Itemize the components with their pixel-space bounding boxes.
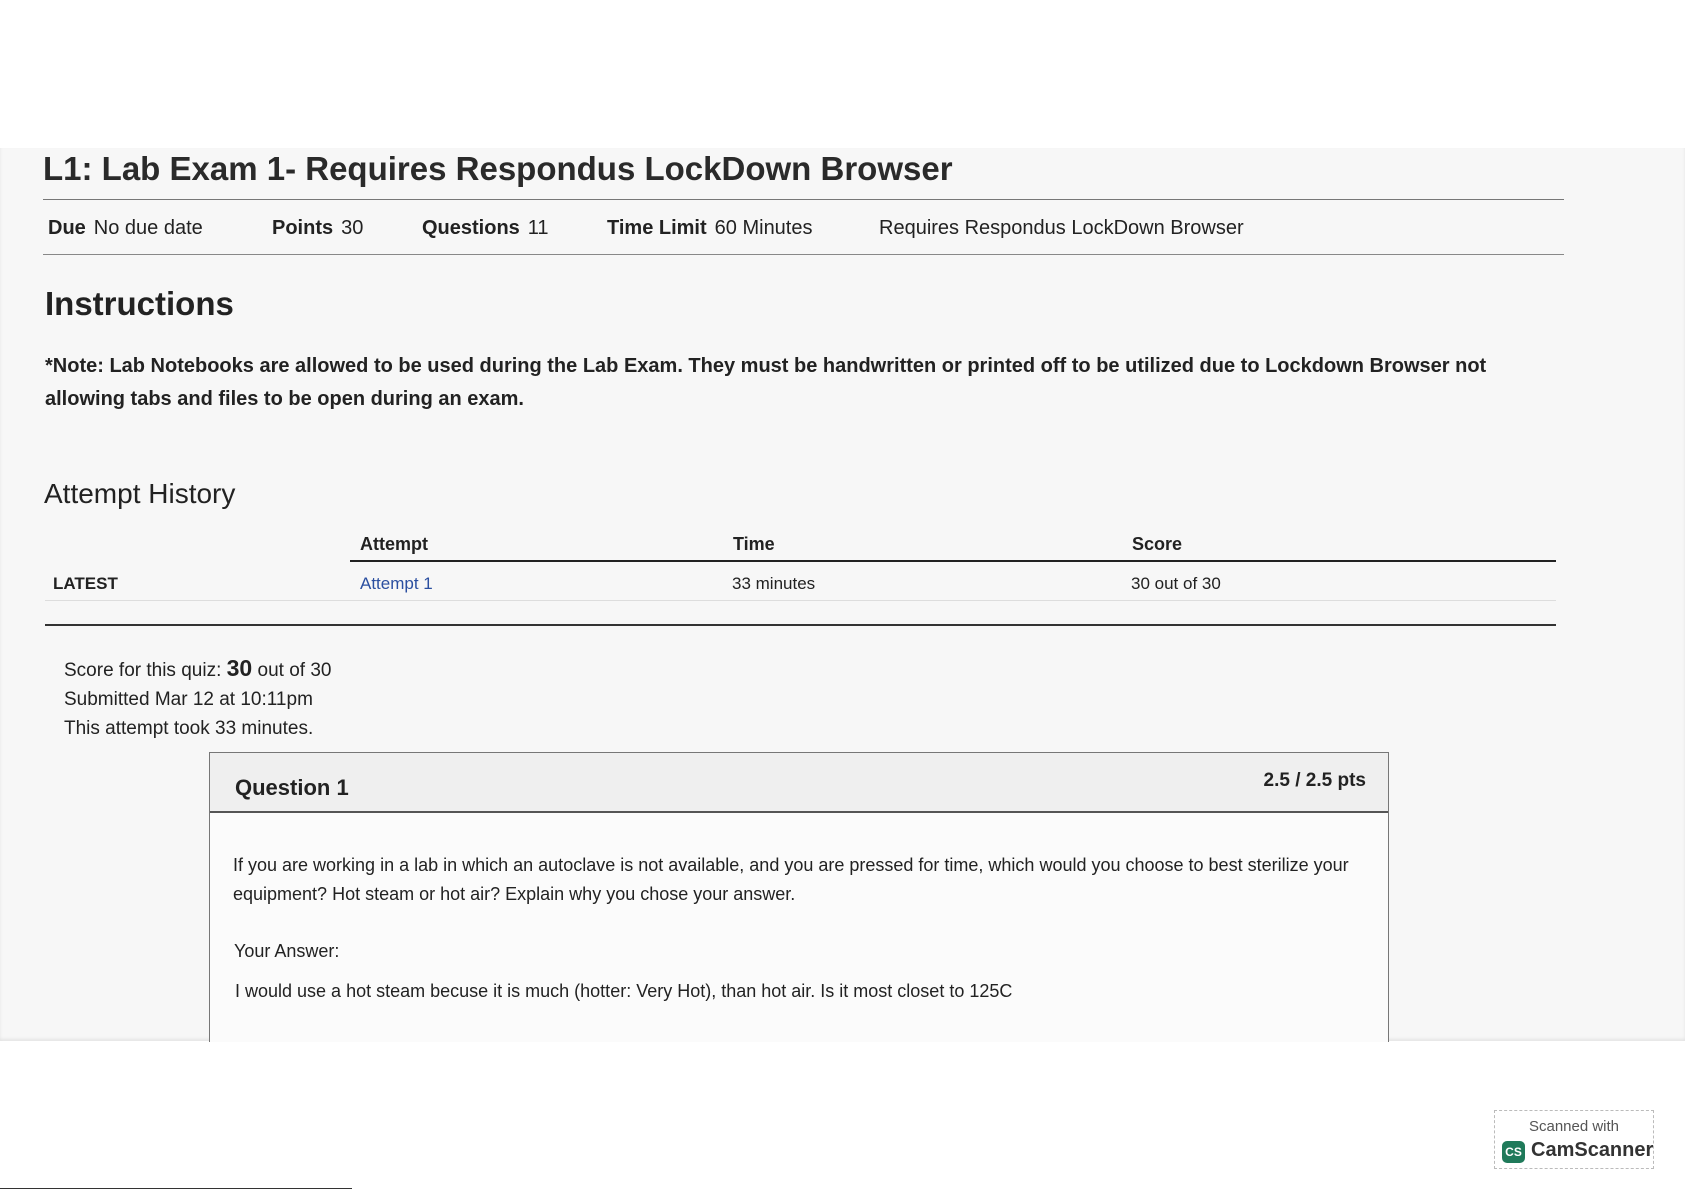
instructions-heading: Instructions xyxy=(45,285,234,322)
camscanner-logo-icon: CS xyxy=(1502,1141,1525,1163)
time-limit-meta xyxy=(607,217,813,240)
row-divider xyxy=(45,600,1556,601)
due-meta xyxy=(48,217,203,240)
points-label: Points xyxy=(272,217,334,239)
question-1-card xyxy=(209,752,1389,1042)
questions-value: 11 xyxy=(527,217,549,239)
page-title: L1: Lab Exam 1- Requires Respondus LockDown Browser xyxy=(43,150,953,187)
questions-label: Questions xyxy=(422,217,520,239)
watermark-caption: Scanned with xyxy=(1528,1118,1620,1135)
due-value: No due date xyxy=(93,217,203,239)
question-title: Question 1 xyxy=(235,775,349,800)
score-suffix: out of 30 xyxy=(257,660,332,681)
column-header-attempt: Attempt xyxy=(360,534,428,554)
footer-rule xyxy=(0,1188,352,1189)
column-header-time: Time xyxy=(733,534,775,554)
question-text: If you are working in a lab in which an autoclave is not available, and you are pressed for time, which would you choose to best sterilize your equipment? Hot steam or hot air? Explain why you chose your answer. xyxy=(233,855,1349,904)
question-points: 2.5 / 2.5 pts xyxy=(1263,770,1366,791)
time-limit-label: Time Limit xyxy=(607,217,707,239)
attempt-time: 33 minutes xyxy=(732,574,816,593)
duration-line: This attempt took 33 minutes. xyxy=(64,718,314,739)
score-value: 30 xyxy=(226,655,253,681)
camscanner-watermark xyxy=(1494,1110,1654,1169)
due-label: Due xyxy=(48,217,86,239)
questions-meta xyxy=(422,217,549,240)
points-meta xyxy=(272,217,363,240)
watermark-brand: CamScanner xyxy=(1531,1139,1654,1161)
your-answer-label: Your Answer: xyxy=(234,941,340,961)
your-answer-text: I would use a hot steam becuse it is much (hotter: Very Hot), than hot air. Is it most closet to 125C xyxy=(235,981,1013,1001)
question-header xyxy=(210,753,1388,813)
latest-tag: LATEST xyxy=(53,574,118,593)
column-header-score: Score xyxy=(1132,534,1183,554)
score-prefix: Score for this quiz: xyxy=(64,660,222,681)
lockdown-requirement: Requires Respondus LockDown Browser xyxy=(879,217,1244,239)
meta-divider xyxy=(43,254,1564,255)
attempt-score: 30 out of 30 xyxy=(1131,574,1221,593)
instructions-note: *Note: Lab Notebooks are allowed to be used during the Lab Exam. They must be handwritten or printed off to be utilized due to Lockdown Browser not allowing tabs and files to be open during an exam. xyxy=(45,355,1487,410)
table-bottom-rule xyxy=(45,624,1556,626)
quiz-meta-bar xyxy=(43,200,1564,254)
score-line xyxy=(64,654,331,685)
time-limit-value: 60 Minutes xyxy=(714,217,813,239)
attempt-1-link[interactable]: Attempt 1 xyxy=(360,574,433,593)
quiz-summary xyxy=(64,654,331,743)
header-underline xyxy=(350,560,1556,562)
points-value: 30 xyxy=(341,217,364,239)
submitted-line: Submitted Mar 12 at 10:11pm xyxy=(64,689,313,710)
attempt-history-heading: Attempt History xyxy=(44,478,236,509)
